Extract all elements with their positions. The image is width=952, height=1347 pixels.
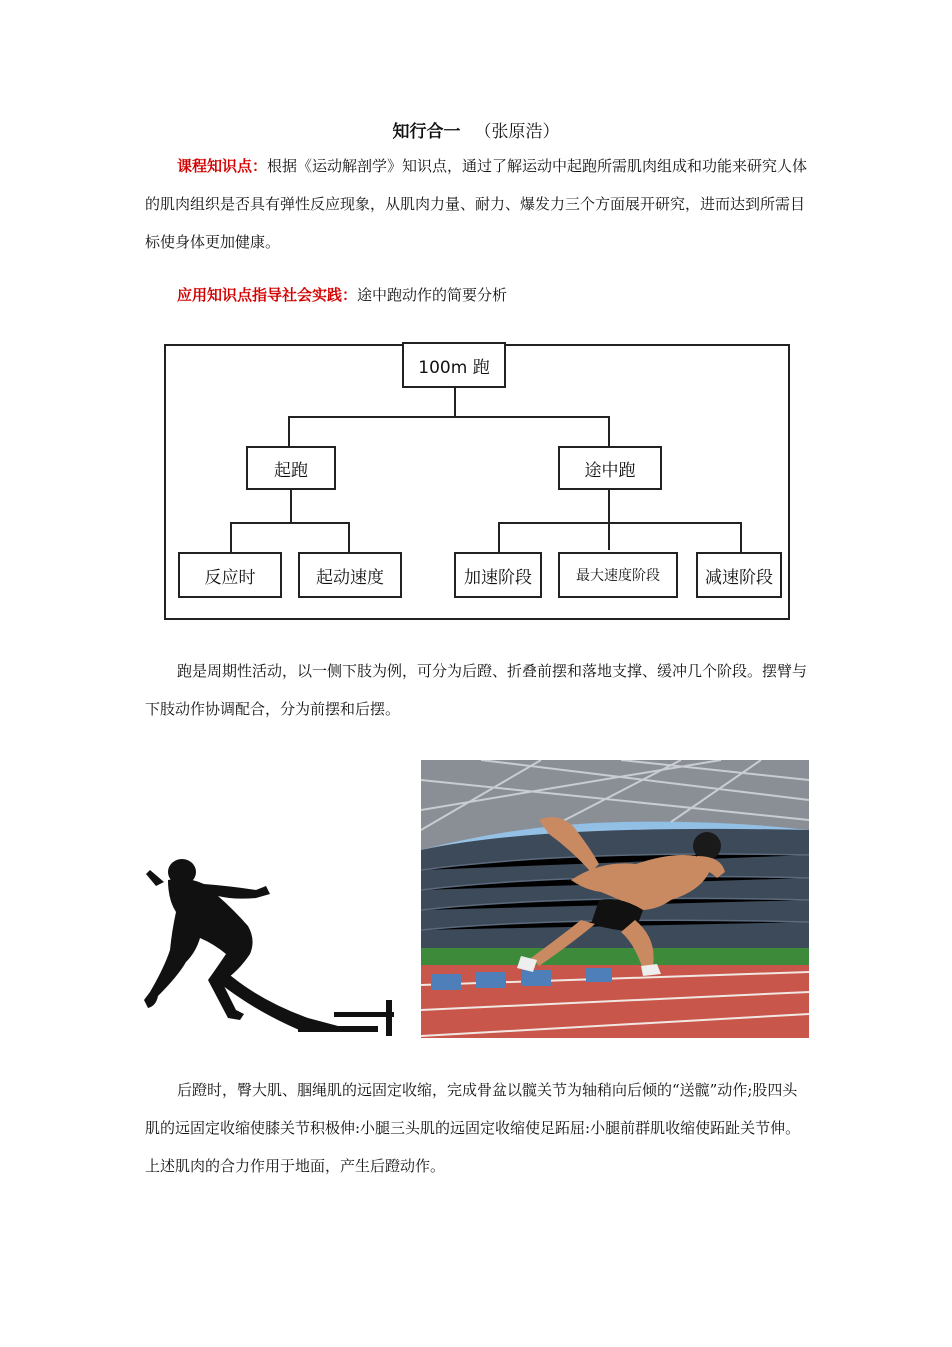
course-knowledge-text: 根据《运动解剖学》知识点，通过了解运动中起跑所需肌肉组成和功能来研究人体的肌肉组织是否具有弹性反应现象，从肌肉力量、耐力、爆发力三个方面展开研究，进而达到所需目标使身体更加健康。 (145, 157, 808, 251)
running-cycle-paragraph (145, 652, 811, 728)
node-reaction-time: 反应时 (178, 552, 282, 598)
cropped-caption (300, 620, 720, 624)
push-off-text: 后蹬时，臀大肌、腘绳肌的远固定收缩，完成骨盆以髋关节为轴稍向后倾的“送髋”动作;股四头肌的远固定收缩使膝关节积极伸:小腿三头肌的远固定收缩使足跖屈:小腿前群肌收缩使跖趾关节伸。上述肌肉的合力作用于地面，产生后蹬动作。 (145, 1081, 801, 1175)
node-100m-run: 100m 跑 (402, 342, 506, 388)
node-start: 起跑 (246, 446, 336, 490)
application-text: 途中跑动作的简要分析 (357, 286, 508, 304)
node-acceleration-phase: 加速阶段 (454, 552, 542, 598)
right-child3-connector (740, 522, 742, 552)
right-connector (608, 416, 610, 446)
application-paragraph (145, 276, 811, 314)
label-colon: ： (342, 286, 358, 304)
root-connector (454, 386, 456, 416)
push-off-paragraph (145, 1071, 811, 1185)
left-child2-connector (348, 522, 350, 552)
application-label: 应用知识点指导社会实践 (177, 286, 343, 304)
course-knowledge-label: 课程知识点 (177, 157, 253, 175)
author-text: （张原浩） (474, 122, 560, 142)
running-cycle-text: 跑是周期性活动，以一侧下肢为例，可分为后蹬、折叠前摆和落地支撑、缓冲几个阶段。摆臂与下肢动作协调配合，分为前摆和后摆。 (145, 662, 808, 718)
course-knowledge-paragraph (145, 147, 811, 261)
sprint-tree-diagram (160, 340, 800, 630)
title-text: 知行合一 (392, 122, 461, 142)
label-colon: ： (252, 157, 268, 175)
page-title (0, 120, 952, 144)
node-deceleration-phase: 减速阶段 (696, 552, 782, 598)
right-hline (498, 522, 742, 524)
left-child1-connector (230, 522, 232, 552)
right-child1-connector (498, 522, 500, 552)
left-connector (288, 416, 290, 446)
node-max-speed-phase: 最大速度阶段 (558, 552, 678, 598)
right-down-connector (608, 488, 610, 550)
node-start-speed: 起动速度 (298, 552, 402, 598)
level1-hline (288, 416, 610, 418)
left-hline (230, 522, 350, 524)
stadium-sprinter-photo (421, 760, 809, 1038)
left-down-connector (290, 488, 292, 522)
node-midway-run: 途中跑 (558, 446, 662, 490)
sprinter-silhouette-image (138, 850, 418, 1040)
